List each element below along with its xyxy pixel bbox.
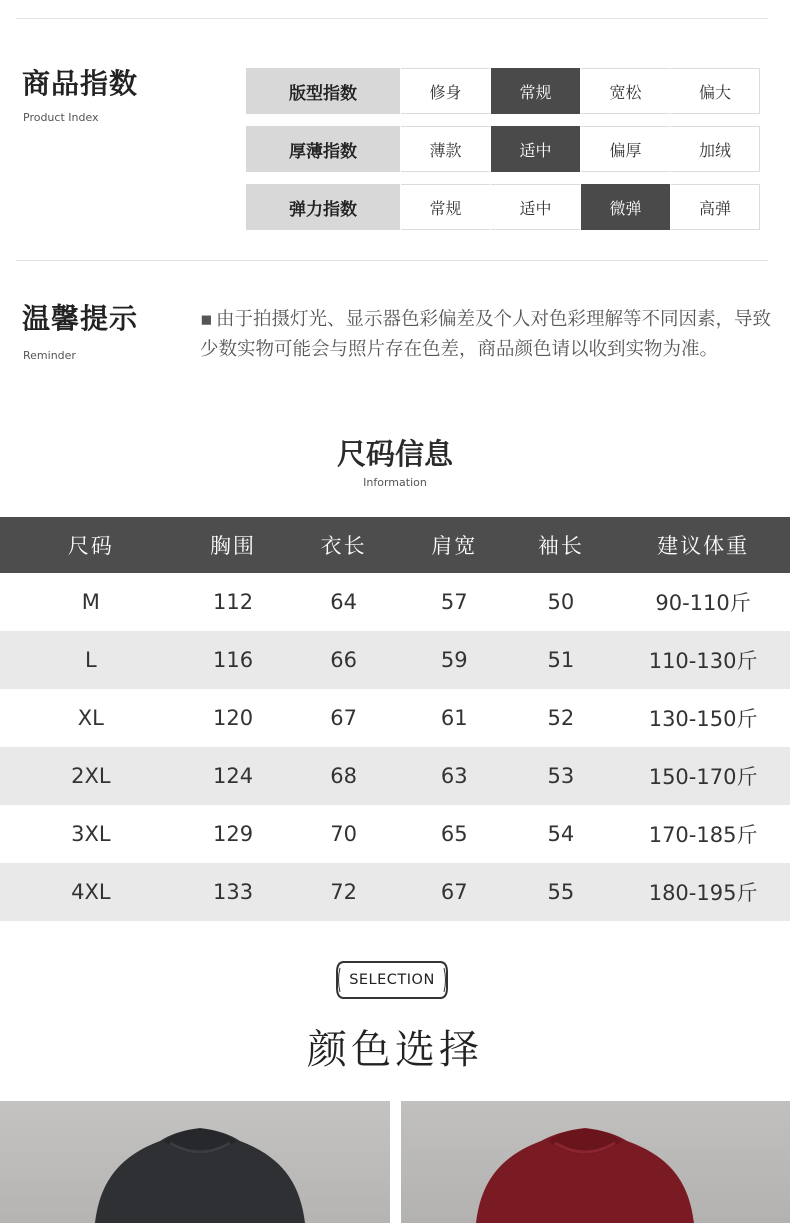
table-cell: 124 — [182, 747, 285, 805]
table-cell: 116 — [182, 631, 285, 689]
table-cell: 72 — [284, 863, 403, 921]
table-row — [0, 689, 790, 747]
reminder-subtitle: Reminder — [23, 349, 76, 362]
size-table-header-cell: 胸围 — [182, 517, 285, 573]
selection-badge: SELECTION — [349, 972, 435, 988]
index-row — [246, 126, 760, 172]
table-cell: 51 — [506, 631, 617, 689]
index-row — [246, 68, 760, 114]
index-option: 宽松 — [581, 68, 670, 114]
table-cell: 3XL — [71, 822, 111, 846]
table-cell: 130-150斤 — [648, 707, 758, 731]
index-row — [246, 184, 760, 230]
burgundy-sweater-icon — [401, 1101, 790, 1223]
table-row — [0, 573, 790, 631]
color-option-burgundy[interactable] — [401, 1101, 790, 1223]
size-table — [0, 517, 790, 921]
table-cell: 68 — [284, 747, 403, 805]
table-cell: 63 — [403, 747, 506, 805]
color-option-charcoal[interactable] — [0, 1101, 390, 1223]
color-selection-title: 颜色选择 — [307, 1027, 483, 1073]
size-table-header-cell: 尺码 — [0, 517, 182, 573]
index-option: 薄款 — [401, 126, 490, 172]
table-cell: 112 — [212, 590, 254, 614]
reminder-body: 由于拍摄灯光、显示器色彩偏差及个人对色彩理解等不同因素，导致少数实物可能会与照片存在色差，商品颜色请以收到实物为准。 — [200, 309, 772, 360]
charcoal-sweater-icon — [0, 1101, 390, 1223]
table-cell: 70 — [330, 822, 357, 846]
index-option: 常规 — [401, 184, 490, 230]
index-option: 加绒 — [671, 126, 760, 172]
table-cell: 52 — [547, 706, 575, 730]
size-info-subtitle: Information — [363, 476, 427, 489]
size-table-header-cell: 建议体重 — [616, 517, 790, 573]
size-table-header-cell: 袖长 — [506, 517, 617, 573]
table-row — [0, 747, 790, 805]
table-cell: 53 — [506, 747, 617, 805]
index-row-label: 厚薄指数 — [246, 126, 400, 172]
size-info-title: 尺码信息 — [336, 437, 453, 471]
table-cell: L — [0, 631, 182, 689]
table-cell: 170-185斤 — [648, 823, 758, 847]
top-divider — [16, 18, 768, 19]
table-cell: 90-110斤 — [655, 591, 751, 615]
table-cell: 67 — [330, 706, 357, 730]
table-cell: 64 — [330, 590, 357, 614]
index-option-selected: 微弹 — [581, 184, 670, 230]
table-cell: 4XL — [0, 863, 182, 921]
table-row — [0, 631, 790, 689]
table-cell: 55 — [506, 863, 617, 921]
bullet-icon: ▪ — [200, 309, 213, 330]
table-cell: 66 — [284, 631, 403, 689]
index-option: 适中 — [491, 184, 580, 230]
table-cell: 133 — [182, 863, 285, 921]
reminder-title: 温馨提示 — [22, 302, 139, 335]
index-option: 修身 — [401, 68, 490, 114]
table-cell: 110-130斤 — [616, 631, 790, 689]
index-row-label: 版型指数 — [246, 68, 400, 114]
table-cell: XL — [77, 706, 104, 730]
product-index-subtitle: Product Index — [23, 111, 99, 124]
table-cell: 150-170斤 — [616, 747, 790, 805]
index-option-selected: 适中 — [491, 126, 580, 172]
reminder-text — [200, 305, 780, 365]
size-table-header-cell: 肩宽 — [403, 517, 506, 573]
table-cell: 120 — [212, 706, 254, 730]
size-table-header — [0, 517, 790, 573]
size-table-header-cell: 衣长 — [284, 517, 403, 573]
table-cell: 129 — [212, 822, 254, 846]
index-divider — [16, 260, 768, 261]
table-cell: 2XL — [0, 747, 182, 805]
index-option: 偏大 — [671, 68, 760, 114]
table-cell: 180-195斤 — [616, 863, 790, 921]
index-option: 高弹 — [671, 184, 760, 230]
table-cell: M — [81, 590, 100, 614]
index-option: 偏厚 — [581, 126, 670, 172]
product-index-title: 商品指数 — [22, 67, 139, 100]
table-cell: 59 — [403, 631, 506, 689]
table-cell: 65 — [440, 822, 468, 846]
index-option-selected: 常规 — [491, 68, 580, 114]
table-cell: 50 — [547, 590, 575, 614]
table-cell: 57 — [440, 590, 468, 614]
table-cell: 61 — [440, 706, 468, 730]
table-cell: 67 — [403, 863, 506, 921]
table-row — [0, 805, 790, 863]
index-row-label: 弹力指数 — [246, 184, 400, 230]
table-cell: 54 — [547, 822, 575, 846]
table-row — [0, 863, 790, 921]
